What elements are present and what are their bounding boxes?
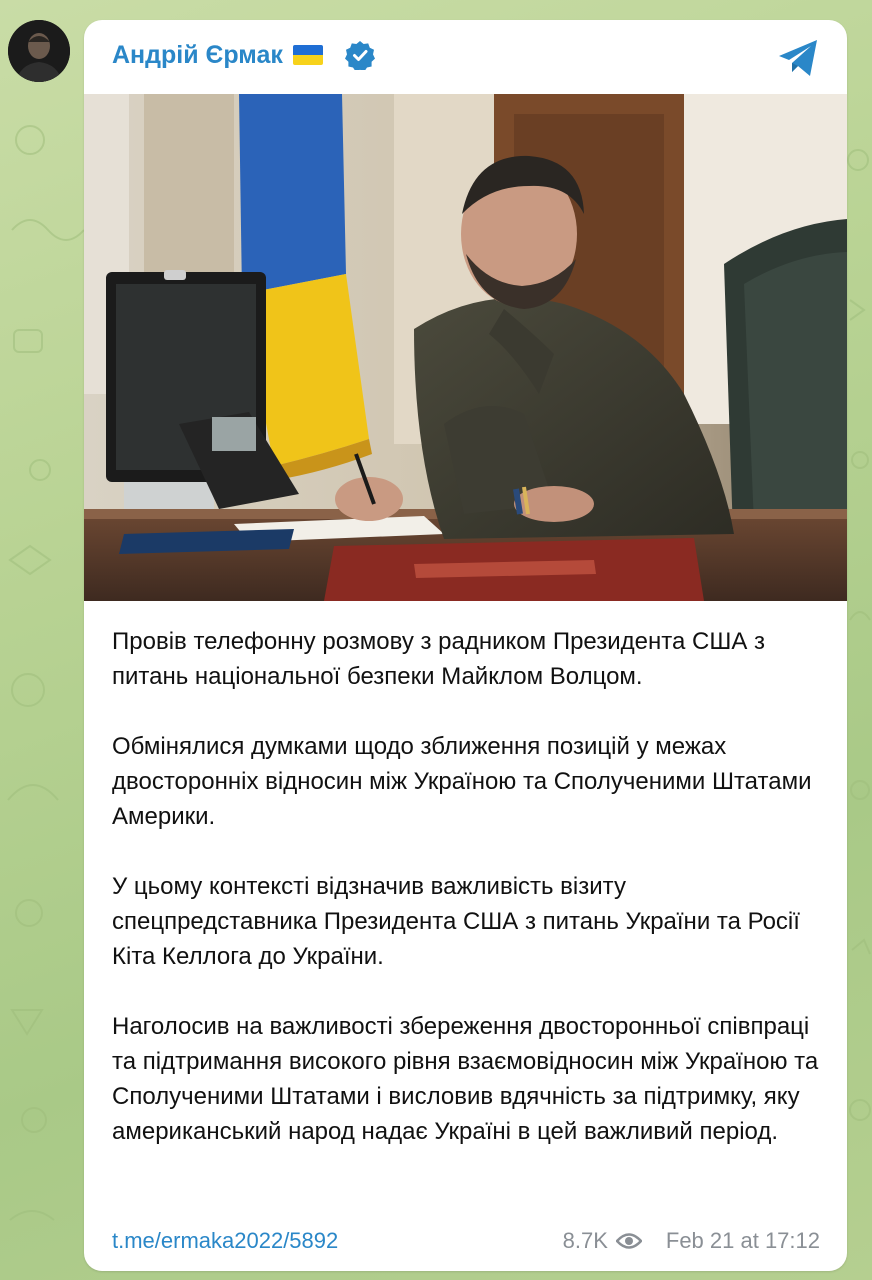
avatar-image [8,20,70,82]
paragraph: У цьому контексті відзначив важливість візиту спецпредставника Президента США з питань України та Росії Кіта Келлога до України. [112,873,800,970]
post-card [84,20,847,1271]
post-footer [112,1228,820,1258]
ukraine-flag-icon [293,45,323,65]
post-photo[interactable] [84,94,847,601]
post-date: Feb 21 at 17:12 [665,1228,820,1253]
paragraph: Наголосив на важливості збереження двосторонньої співпраці та підтримання високого рівня взаємовідносин між Україною та Сполученими Штатами і висловив вдячність за підтримку, яку американський народ надає Україні в цей важливий період. [112,1013,819,1145]
channel-avatar[interactable] [8,20,70,82]
verified-badge-icon [345,40,375,70]
post-meta [563,1228,820,1254]
paragraph: Обмінялися думками щодо зближення позицій у межах двосторонніх відносин між Україною та Сполученими Штатами Америки. [112,733,812,830]
paragraph: Провів телефонну розмову з радником Президента США з питань національної безпеки Майклом Волцом. [112,628,766,690]
eye-icon [616,1232,642,1250]
post-link[interactable]: t.me/ermaka2022/5892 [112,1228,339,1253]
post-text [112,624,827,1149]
photo-image [84,94,847,601]
channel-name[interactable]: Андрій Єрмак [112,40,283,69]
post-header [84,20,847,94]
channel-title[interactable] [112,40,375,70]
view-count: 8.7K [562,1228,608,1253]
telegram-icon[interactable] [777,38,821,78]
